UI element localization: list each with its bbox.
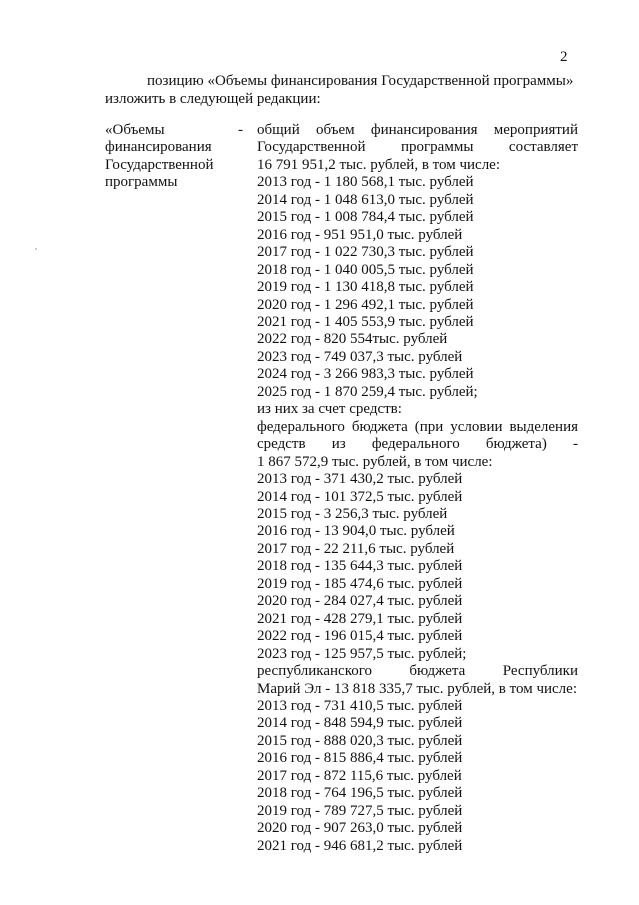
right-line: 2022 год - 196 015,4 тыс. рублей <box>257 628 463 645</box>
right-line: 2015 год - 1 008 784,4 тыс. рублей <box>257 209 474 226</box>
right-line: 2024 год - 3 266 983,3 тыс. рублей <box>257 366 474 383</box>
right-line: федерального бюджета (при условии выделения <box>257 418 578 435</box>
right-line: 2015 год - 888 020,3 тыс. рублей <box>257 732 463 749</box>
left-line-2: финансирования <box>105 139 212 156</box>
right-line: 2016 год - 13 904,0 тыс. рублей <box>257 523 455 540</box>
left-line-3: Государственной <box>105 156 214 173</box>
right-line: 2014 год - 1 048 613,0 тыс. рублей <box>257 191 474 208</box>
right-line: 2018 год - 135 644,3 тыс. рублей <box>257 558 463 575</box>
right-line: 2020 год - 907 263,0 тыс. рублей <box>257 820 463 837</box>
right-line: 1 867 572,9 тыс. рублей, в том числе: <box>257 453 493 470</box>
right-line: 2016 год - 951 951,0 тыс. рублей <box>257 226 463 243</box>
right-line: средств из федерального бюджета) - <box>257 436 578 453</box>
right-line: 2013 год - 371 430,2 тыс. рублей <box>257 471 463 488</box>
right-line: Марий Эл - 13 818 335,7 тыс. рублей, в том числе: <box>257 680 577 697</box>
right-line: 2019 год - 789 727,5 тыс. рублей <box>257 802 463 819</box>
right-line: 2019 год - 1 130 418,8 тыс. рублей <box>257 279 474 296</box>
right-line: общий объем финансирования мероприятий <box>257 122 578 138</box>
right-line: 2018 год - 764 196,5 тыс. рублей <box>257 785 463 802</box>
right-line: 2018 год - 1 040 005,5 тыс. рублей <box>257 261 474 278</box>
page-number: 2 <box>560 49 568 65</box>
right-line: 2017 год - 1 022 730,3 тыс. рублей <box>257 244 474 261</box>
table-right-column <box>257 122 578 855</box>
right-line: 2014 год - 101 372,5 тыс. рублей <box>257 488 463 505</box>
right-line: 2013 год - 1 180 568,1 тыс. рублей <box>257 174 474 191</box>
intro-line-2: изложить в следующей редакции: <box>105 90 321 107</box>
right-line: 2023 год - 749 037,3 тыс. рублей <box>257 348 463 365</box>
table-dash: - <box>238 122 243 138</box>
right-line: 2015 год - 3 256,3 тыс. рублей <box>257 505 448 522</box>
right-line: 2019 год - 185 474,6 тыс. рублей <box>257 575 463 592</box>
right-line: 2023 год - 125 957,5 тыс. рублей; <box>257 645 467 662</box>
right-line: 2017 год - 22 211,6 тыс. рублей <box>257 540 455 557</box>
scan-speck <box>35 248 37 250</box>
right-line: республиканского бюджета Республики <box>257 663 578 680</box>
table-left-column <box>105 122 235 192</box>
right-line: 2014 год - 848 594,9 тыс. рублей <box>257 715 463 732</box>
right-line: Государственной программы составляет <box>257 139 578 156</box>
right-line: 2021 год - 946 681,2 тыс. рублей <box>257 837 463 854</box>
right-line: 2013 год - 731 410,5 тыс. рублей <box>257 697 463 714</box>
right-line: 2025 год - 1 870 259,4 тыс. рублей; <box>257 383 478 400</box>
right-line: 2016 год - 815 886,4 тыс. рублей <box>257 750 463 767</box>
right-line: 2021 год - 1 405 553,9 тыс. рублей <box>257 313 474 330</box>
left-line-1: «Объемы <box>105 122 165 138</box>
right-line: 16 791 951,2 тыс. рублей, в том числе: <box>257 156 501 173</box>
right-line: 2017 год - 872 115,6 тыс. рублей <box>257 767 462 784</box>
right-line: 2020 год - 284 027,4 тыс. рублей <box>257 593 463 610</box>
right-line: 2020 год - 1 296 492,1 тыс. рублей <box>257 296 474 313</box>
left-line-4: программы <box>105 174 178 191</box>
right-line: 2021 год - 428 279,1 тыс. рублей <box>257 610 463 627</box>
right-line: из них за счет средств: <box>257 401 402 418</box>
right-line: 2022 год - 820 554тыс. рублей <box>257 331 448 348</box>
intro-paragraph <box>105 73 578 108</box>
intro-line-1: позицию «Объемы финансирования Государственной программы» <box>147 73 574 89</box>
